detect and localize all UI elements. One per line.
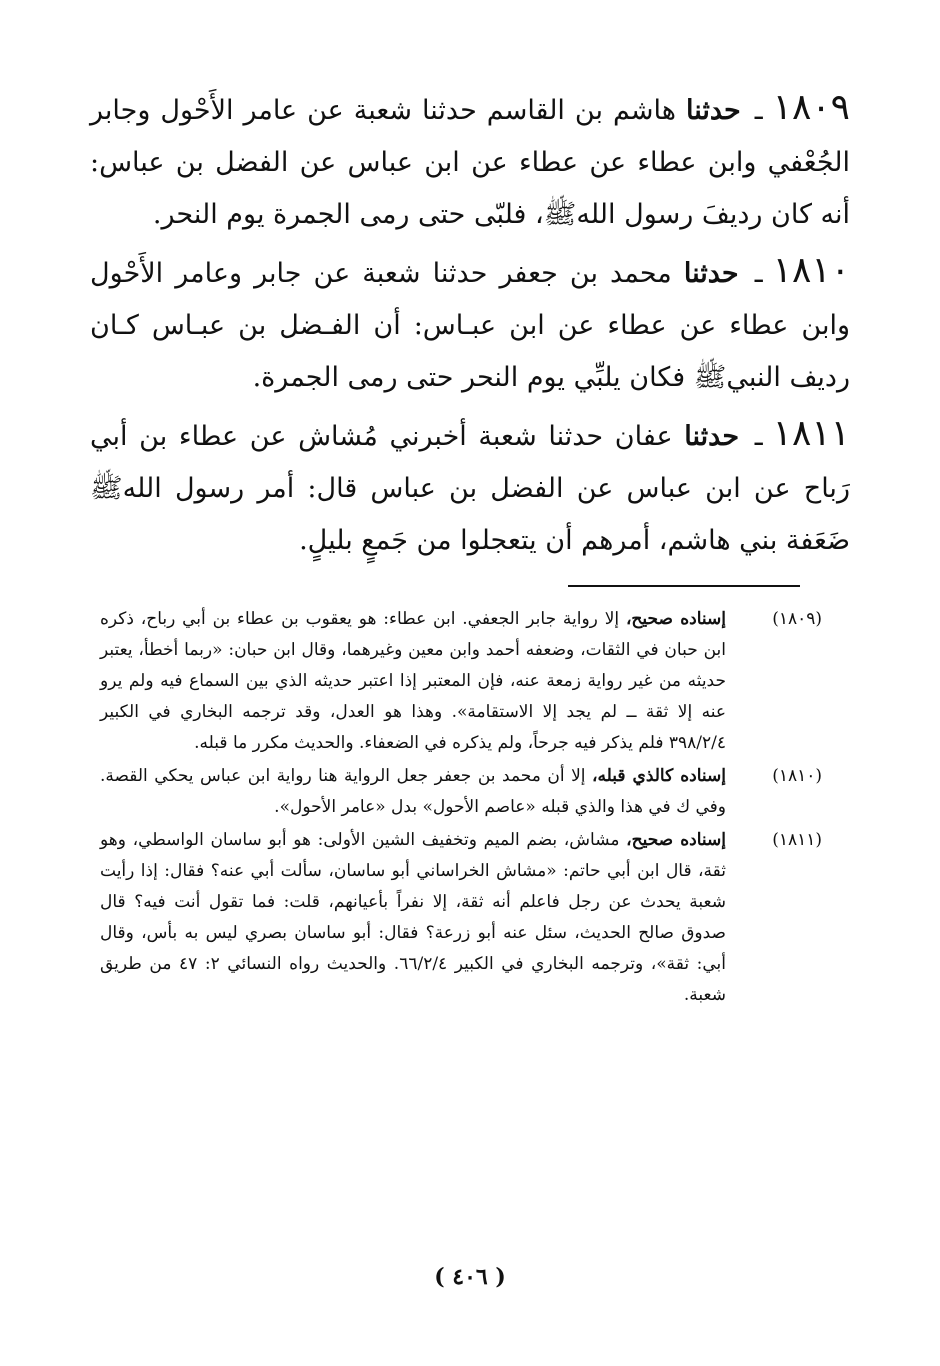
hadith-number: ١٨١٠ (772, 250, 850, 291)
footnote-number: (١٨١٠) (772, 766, 822, 786)
hadith-text: عفان حدثنا شعبة أخبرني مُشاش عن عطاء بن أبي رَباح عن ابن عباس عن الفضل بن عباس قال: أمر رسول اللهﷺ ضَعَفة بني هاشم، أمرهم أن يتعجلوا من جَمعٍ بليلٍ. (90, 421, 850, 556)
dash: ـ (754, 421, 763, 452)
footnote-text: مشاش، بضم الميم وتخفيف الشين الأولى: هو أبو ساسان الواسطي، وهو ثقة، قال ابن أبي حاتم: «مشاش الخراساني أبو ساسان، سألت أبي عنه؟ فقال: إذا رأيت شعبة يحدث عن رجل فاعلم أنه ثقة، إلا نفراً بأعيانهم، قلت: فما تقول أنت فيه؟ قال صدوق صالح الحديث، سئل عنه أبو زرعة؟ فقال: أبو ساسان بصري ليس به بأس، وقال أبي: ثقة»، وترجمه البخاري في الكبير ٦٦/٢/٤. والحديث رواه النسائي ٢: ٤٧ من طريق شعبة. (100, 830, 727, 1005)
hadith-section (90, 82, 850, 567)
hadith-number: ١٨٠٩ (772, 87, 850, 128)
hadith-text: محمد بن جعفر حدثنا شعبة عن جابر وعامر الأَحْول وابن عطاء عن عطاء عن ابن عبـاس: أن الفـضل بن عبـاس كـان رديف النبيﷺ فكان يلبِّي يوم النحر حتى رمى الجمرة. (90, 258, 850, 393)
footnote-divider (568, 585, 800, 587)
hadith-keyword: حدثنا (684, 421, 740, 452)
footnote-text: إلا رواية جابر الجعفي. ابن عطاء: هو يعقوب بن عطاء بن أبي رباح، ذكره ابن حبان في الثقات، وضعفه أحمد وابن معين وغيرهما، وقال ابن حبان: «ربما أخطأ، يعتبر حديثه من غير رواية زمعة عنه، فإن المعتبر إذا اعتبر حديثه الذي بين السماع فيه ولم يرو عنه إلا ثقة ــ لم يجد إلا الاستقامة». وهذا هو العدل، وقد ترجمه البخاري في الكبير ٣٩٨/٢/٤ فلم يذكر فيه جرحاً، ولم يذكره في الضعفاء. والحديث مكرر ما قبله. (100, 609, 726, 753)
hadith-1809 (90, 82, 850, 241)
footnote-text: إلا أن محمد بن جعفر جعل الرواية هنا رواية ابن عباس يحكي القصة. وفي ك في هذا والذي قبله «عاصم الأحول» بدل «عامر الأحول». (100, 766, 726, 817)
hadith-text: هاشم بن القاسم حدثنا شعبة عن عامر الأَحْول وجابر الجُعْفي وابن عطاء عن عطاء عن ابن عباس عن الفضل بن عباس: أنه كان رديفَ رسول اللهﷺ، فلبّى حتى رمى الجمرة يوم النحر. (90, 95, 850, 230)
hadith-1810 (90, 245, 850, 404)
footnote-lead: إسناده صحيح، (626, 830, 726, 850)
hadith-number: ١٨١١ (772, 413, 850, 454)
footnotes-section (100, 604, 822, 1013)
dash: ـ (754, 258, 763, 289)
page-number: ( ٤٠٦ ) (434, 1264, 506, 1290)
footnote-lead: إسناده صحيح، (625, 609, 727, 629)
hadith-keyword: حدثنا (685, 95, 741, 126)
footnote-1810 (100, 761, 822, 823)
footnote-1811 (100, 825, 822, 1011)
footnote-number: (١٨٠٩) (772, 609, 822, 629)
hadith-keyword: حدثنا (683, 258, 739, 289)
dash: ـ (754, 95, 763, 126)
hadith-1811 (90, 408, 850, 567)
footnote-1809 (100, 604, 822, 759)
footnote-number: (١٨١١) (772, 830, 822, 850)
footnote-lead: إسناده كالذي قبله، (592, 766, 726, 786)
